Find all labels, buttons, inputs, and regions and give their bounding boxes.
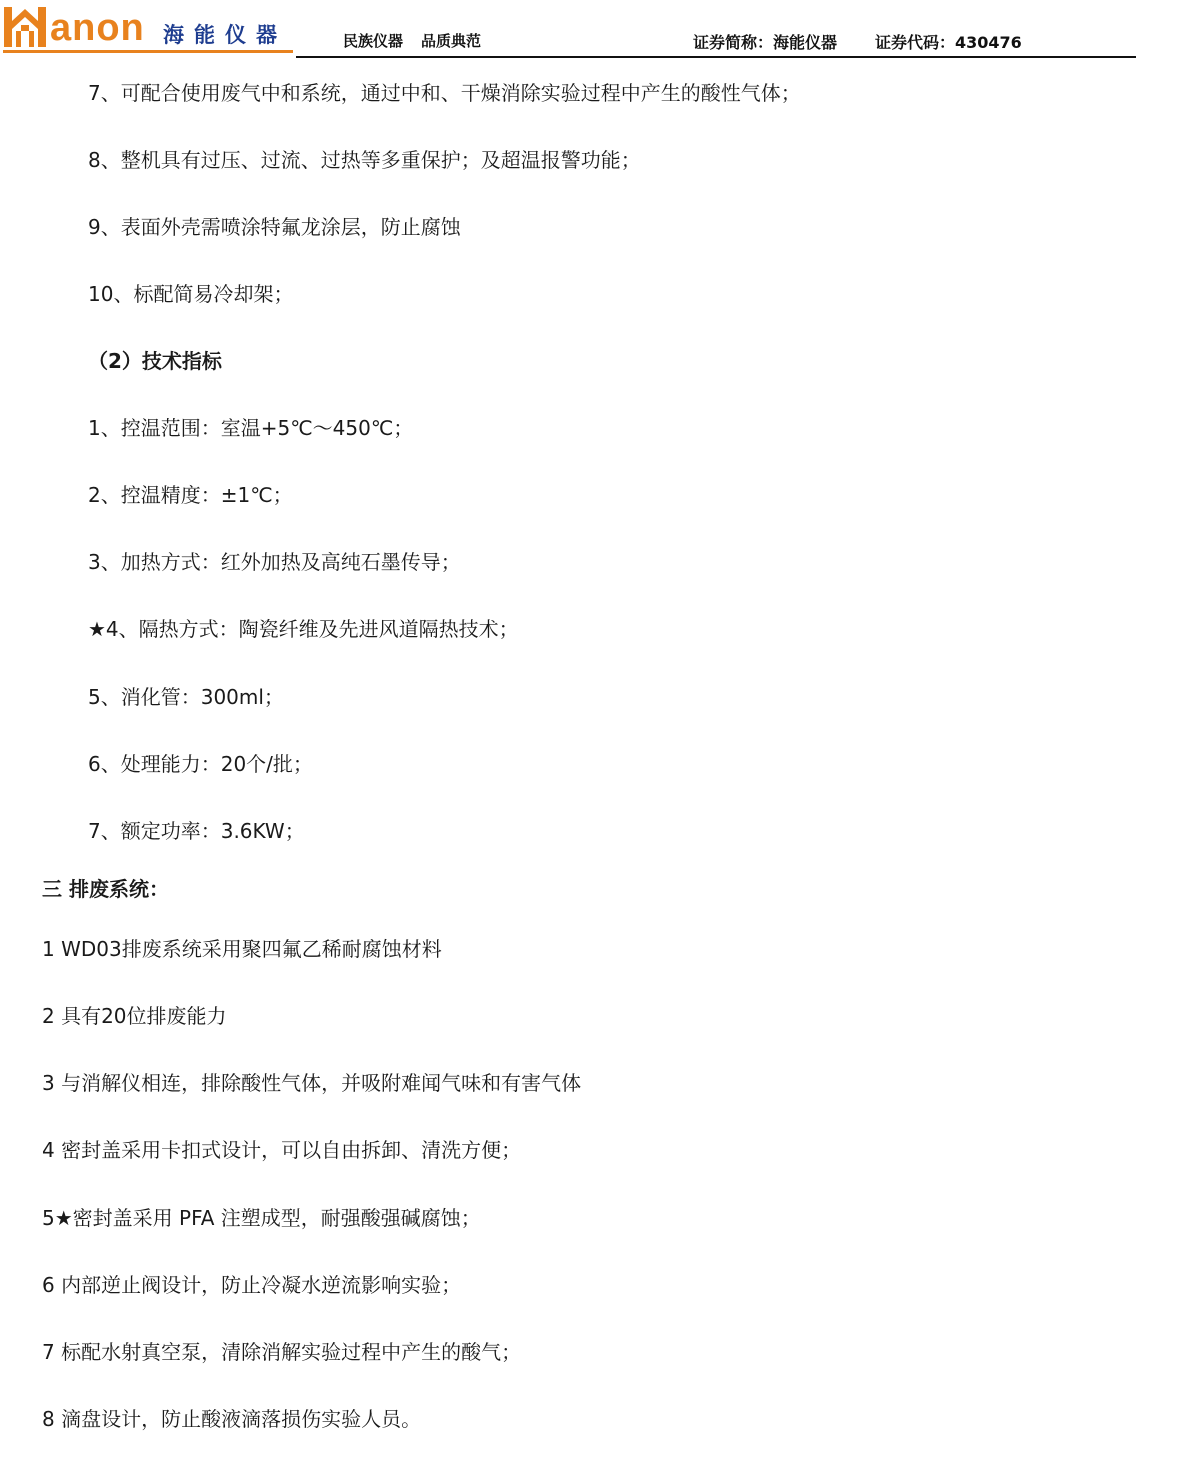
spec-item: 2、控温精度：±1℃； [88, 483, 293, 507]
spec-item: 7、额定功率：3.6KW； [88, 819, 305, 843]
exhaust-item: 7 标配水射真空泵，清除消解实验过程中产生的酸气； [42, 1340, 522, 1364]
header-rule-black [296, 56, 1136, 58]
spec-item: 3、加热方式：红外加热及高纯石墨传导； [88, 550, 461, 574]
slogan [343, 31, 481, 51]
page-header [0, 0, 1200, 60]
feature-item: 7、可配合使用废气中和系统，通过中和、干燥消除实验过程中产生的酸性气体； [88, 81, 801, 105]
feature-item: 8、整机具有过压、过流、过热等多重保护；及超温报警功能； [88, 148, 641, 172]
feature-item: 9、表面外壳需喷涂特氟龙涂层，防止腐蚀 [88, 215, 461, 239]
spec-item: 6、处理能力：20个/批； [88, 752, 313, 776]
hanon-logo-icon [3, 3, 47, 49]
exhaust-item: 8 滴盘设计，防止酸液滴落损伤实验人员。 [42, 1407, 422, 1431]
header-rule-orange [3, 50, 293, 53]
tech-specs-heading: （2）技术指标 [88, 349, 222, 373]
exhaust-item: 5★密封盖采用 PFA 注塑成型，耐强酸强碱腐蚀； [42, 1206, 481, 1230]
stock-code: 证券代码：430476 [875, 33, 1022, 52]
feature-item: 10、标配简易冷却架； [88, 282, 294, 306]
exhaust-item: 4 密封盖采用卡扣式设计，可以自由拆卸、清洗方便； [42, 1138, 522, 1162]
logo-chinese-name: 海能仪器 [163, 23, 287, 47]
spec-item: ★4、隔热方式：陶瓷纤维及先进风道隔热技术； [88, 617, 519, 641]
exhaust-item: 6 内部逆止阀设计，防止冷凝水逆流影响实验； [42, 1273, 462, 1297]
slogan-part-1: 民族仪器 [343, 32, 404, 50]
exhaust-item: 1 WD03排废系统采用聚四氟乙稀耐腐蚀材料 [42, 937, 442, 961]
slogan-part-2: 品质典范 [421, 32, 482, 50]
logo-wordmark: anon [50, 7, 145, 49]
exhaust-item: 3 与消解仪相连，排除酸性气体，并吸附难闻气味和有害气体 [42, 1071, 582, 1095]
stock-name: 证券简称：海能仪器 [693, 33, 838, 52]
exhaust-item: 2 具有20位排废能力 [42, 1004, 227, 1028]
spec-item: 1、控温范围：室温+5℃～450℃； [88, 416, 414, 440]
exhaust-section-heading: 三 排废系统： [42, 877, 169, 901]
spec-item: 5、消化管：300ml； [88, 685, 284, 709]
stock-info [693, 33, 1022, 53]
